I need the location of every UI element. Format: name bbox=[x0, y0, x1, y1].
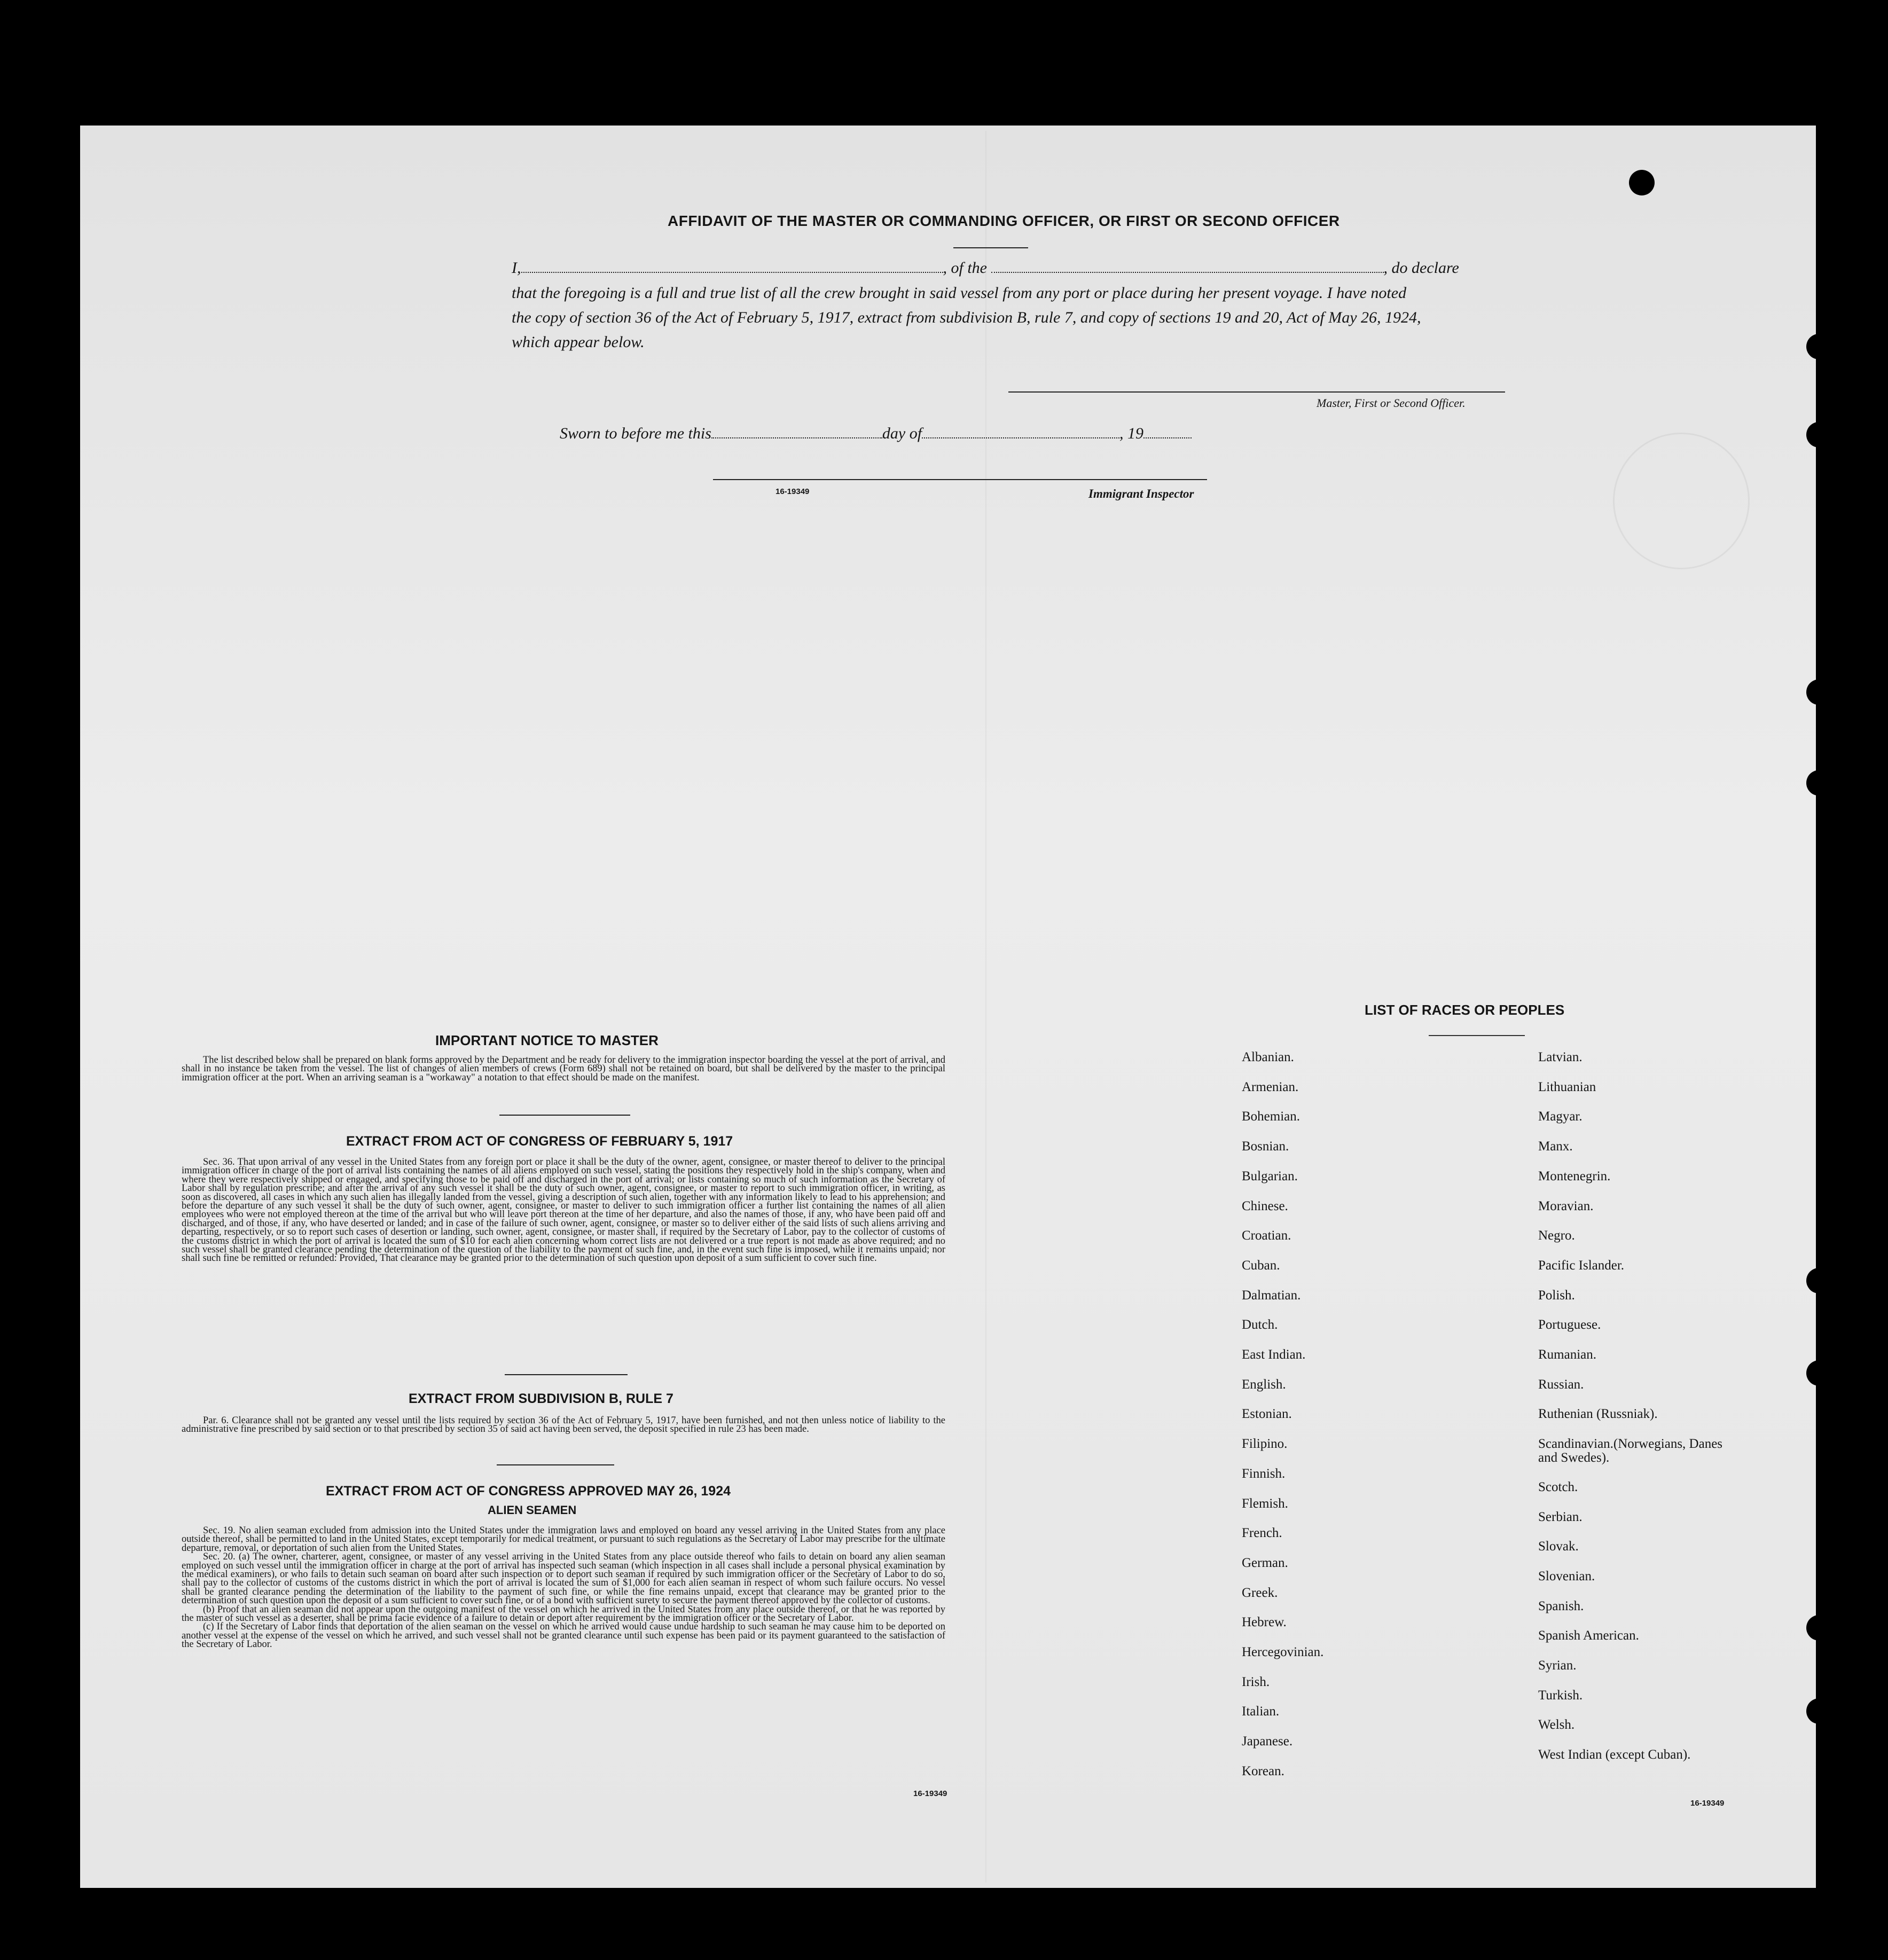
race-item: Dalmatian. bbox=[1242, 1288, 1301, 1303]
declaration-text-line: the copy of section 36 of the Act of February 5, 1917, extract from subdivision B, rule 7, and copy of sections 19 and 20, Act of May 26, 1924, bbox=[512, 309, 1421, 326]
sworn-line bbox=[560, 425, 1553, 443]
extract-1924-paragraph: (b) Proof that an alien seaman did not appear upon the outgoing manifest of the vessel on which he arrived in the United States from any place outside thereof, or that he was reported by the master of such vessel as a deserter, shall be prima facie evidence of a failure to detain or deport after requirement by the immigration officer or the Secretary of Labor. bbox=[182, 1604, 945, 1624]
race-item: Slovenian. bbox=[1538, 1569, 1595, 1583]
race-item: Pacific Islander. bbox=[1538, 1258, 1625, 1273]
race-item: Ruthenian (Russniak). bbox=[1538, 1407, 1658, 1422]
sworn-prefix: Sworn to before me this bbox=[560, 425, 711, 442]
vessel-field[interactable] bbox=[991, 260, 1384, 273]
extract-1924-text bbox=[182, 1526, 945, 1649]
declaration-of: , of the bbox=[943, 259, 987, 277]
punch-hole-icon bbox=[1806, 1268, 1832, 1293]
extract-1917-title: EXTRACT FROM ACT OF CONGRESS OF FEBRUARY 5, 1917 bbox=[346, 1134, 733, 1149]
form-number: 16-19349 bbox=[1690, 1799, 1725, 1808]
declaration-declare: , do declare bbox=[1383, 259, 1459, 277]
declaration-line bbox=[512, 259, 1505, 277]
races-rule bbox=[1429, 1035, 1525, 1036]
race-item: Armenian. bbox=[1242, 1079, 1299, 1094]
race-item: Rumanian. bbox=[1538, 1347, 1597, 1362]
race-item: Moravian. bbox=[1538, 1198, 1594, 1213]
race-item: Hercegovinian. bbox=[1242, 1645, 1324, 1659]
race-item: Turkish. bbox=[1538, 1688, 1583, 1703]
race-item: Negro. bbox=[1538, 1228, 1575, 1243]
race-item: Italian. bbox=[1242, 1704, 1280, 1719]
sworn-day-field[interactable] bbox=[711, 426, 882, 438]
alien-seamen-subtitle: ALIEN SEAMEN bbox=[488, 1503, 577, 1517]
punch-hole-icon bbox=[1629, 170, 1655, 195]
sworn-month-field[interactable] bbox=[922, 426, 1119, 438]
section-rule bbox=[497, 1464, 614, 1465]
section-rule bbox=[505, 1374, 628, 1375]
race-item: Latvian. bbox=[1538, 1050, 1583, 1064]
punch-hole-icon bbox=[1806, 1698, 1832, 1724]
sworn-year-field[interactable] bbox=[1143, 426, 1192, 438]
race-item: Flemish. bbox=[1242, 1496, 1288, 1511]
race-item: Dutch. bbox=[1242, 1318, 1278, 1332]
race-item: German. bbox=[1242, 1555, 1288, 1570]
race-item: Finnish. bbox=[1242, 1466, 1286, 1481]
race-item: Magyar. bbox=[1538, 1109, 1583, 1124]
extract-rule7-text bbox=[182, 1416, 945, 1434]
race-item: Bulgarian. bbox=[1242, 1169, 1298, 1183]
race-item: Albanian. bbox=[1242, 1050, 1294, 1064]
affidavit-title: AFFIDAVIT OF THE MASTER OR COMMANDING OFFICER, OR FIRST OR SECOND OFFICER bbox=[668, 213, 1340, 229]
race-item: Estonian. bbox=[1242, 1407, 1292, 1422]
signature-label: Master, First or Second Officer. bbox=[1317, 396, 1466, 410]
punch-hole-icon bbox=[1806, 1615, 1832, 1641]
extract-1924-paragraph: (c) If the Secretary of Labor finds that deportation of the alien seaman on the vessel on which he arrived would cause undue hardship to such seaman he may cause him to be deported on another vessel at the expense of the vessel on which he arrived, and such vessel shall not be granted clearance until such expense has been paid or its payment guaranteed to the satisfaction of the Secretary of Labor. bbox=[182, 1621, 945, 1650]
race-item: Scotch. bbox=[1538, 1479, 1578, 1494]
race-item: Portuguese. bbox=[1538, 1318, 1601, 1332]
affidavit-rule bbox=[953, 247, 1028, 248]
race-item: Polish. bbox=[1538, 1288, 1575, 1303]
sworn-year-label: , 19 bbox=[1119, 425, 1144, 442]
name-field[interactable] bbox=[521, 260, 943, 273]
race-item: Filipino. bbox=[1242, 1437, 1288, 1452]
race-item: Bohemian. bbox=[1242, 1109, 1301, 1124]
extract-1917-text bbox=[182, 1158, 945, 1263]
race-item: French. bbox=[1242, 1526, 1282, 1541]
extract-rule7-title: EXTRACT FROM SUBDIVISION B, RULE 7 bbox=[409, 1391, 673, 1406]
form-number: 16-19349 bbox=[775, 487, 810, 496]
punch-hole-icon bbox=[1806, 679, 1832, 705]
race-item: Montenegrin. bbox=[1538, 1169, 1611, 1183]
section-rule bbox=[499, 1115, 630, 1116]
punch-hole-icon bbox=[1806, 1360, 1832, 1386]
declaration-i: I, bbox=[512, 259, 521, 277]
notice-title: IMPORTANT NOTICE TO MASTER bbox=[435, 1032, 659, 1048]
notice-text bbox=[182, 1056, 945, 1082]
race-item: Chinese. bbox=[1242, 1198, 1288, 1213]
race-item: Bosnian. bbox=[1242, 1139, 1289, 1154]
race-item: Japanese. bbox=[1242, 1734, 1293, 1749]
race-item: Spanish. bbox=[1538, 1598, 1584, 1613]
race-item: East Indian. bbox=[1242, 1347, 1306, 1362]
sworn-day-label: day of bbox=[882, 425, 922, 442]
notice-paragraph: The list described below shall be prepared on blank forms approved by the Department and be ready for delivery to the immigration inspector boarding the vessel at the port of arrival, and shall in no instance be taken from the vessel. The list of changes of alien members of crews (Form 689) shall not be retained on board, but shall be delivered by the master to the principal immigration officer at the port. When an arriving seaman is a "workaway" a notation to that effect should be made on the manifest. bbox=[182, 1055, 945, 1083]
form-number: 16-19349 bbox=[913, 1789, 947, 1798]
race-item: Slovak. bbox=[1538, 1539, 1579, 1554]
fold-crease bbox=[985, 131, 986, 1883]
punch-hole-icon bbox=[1806, 770, 1832, 796]
race-item: Russian. bbox=[1538, 1377, 1584, 1392]
extract-1924-title: EXTRACT FROM ACT OF CONGRESS APPROVED MAY 26, 1924 bbox=[326, 1484, 731, 1499]
races-title: LIST OF RACES OR PEOPLES bbox=[1365, 1002, 1565, 1018]
inspector-signature-line[interactable] bbox=[713, 479, 1207, 480]
race-item: Spanish American. bbox=[1538, 1628, 1639, 1643]
race-item: West Indian (except Cuban). bbox=[1538, 1747, 1691, 1762]
extract-1924-paragraph: Sec. 19. No alien seaman excluded from admission into the United States under the immigration laws and employed on board any vessel arriving in the United States from any place outside thereof, shall be permitted to land in the United States, except temporarily for medical treatment, or pursuant to such regulations as the Secretary of Labor may prescribe for the ultimate departure, removal, or deportation of such alien from the United States. bbox=[182, 1525, 945, 1554]
race-item: Scandinavian.(Norwegians, Danes and Swedes). bbox=[1538, 1437, 1723, 1465]
race-item: Cuban. bbox=[1242, 1258, 1280, 1273]
inspector-label: Immigrant Inspector bbox=[1088, 487, 1194, 500]
race-item: English. bbox=[1242, 1377, 1286, 1392]
extract-1917-paragraph: Sec. 36. That upon arrival of any vessel in the United States from any foreign port or place it shall be the duty of the owner, agent, consignee, or master thereof to deliver to the principal immigration officer in charge of the port of arrival lists containing the names of all aliens employed on such vessel, stating the positions they respectively hold in the ship's company, when and where they were respectively shipped or engaged, and specifying those to be paid off and discharged in the port of arrival; or lists containing so much of such information as the Secretary of Labor shall by regulation prescribe; and after the arrival of any such vessel it shall be the duty of such owner, agent, consignee, or master to report to such immigration officer, in writing, as soon as discovered, all cases in which any such alien has illegally landed from the vessel, giving a description of such alien, together with any information likely to lead to his apprehension; and before the departure of any such vessel it shall be the duty of such owner, agent, consignee, or master to deliver to such immigration officer a further list containing the names of all alien employees who were not employed thereon at the time of the arrival but who will leave port thereon at the time of her departure, and also the names of those, if any, who have been paid off and discharged, and of those, if any, who have deserted or landed; and in case of the failure of such owner, agent, consignee, or master so to deliver either of the said lists of such aliens arriving and departing, respectively, or so to report such cases of desertion or landing, such owner, agent, consignee, or master shall, if required by the Secretary of Labor, pay to the collector of customs of the customs district in which the port of arrival is located the sum of $10 for each alien concerning whom correct lists are not delivered or a true report is not made as above required; and no such vessel shall be granted clearance pending the determination of the question of the liability to the payment of such fine, and, in the event such fine is imposed, while it remains unpaid; nor shall such fine be remitted or refunded: Provided, That clearance may be granted prior to the determination of such question upon deposit of a sum sufficient to cover such fine. bbox=[182, 1157, 945, 1264]
race-item: Welsh. bbox=[1538, 1718, 1575, 1732]
punch-hole-icon bbox=[1806, 422, 1832, 448]
declaration-text-line: which appear below. bbox=[512, 333, 645, 351]
extract-1924-paragraph: Sec. 20. (a) The owner, charterer, agent, consignee, or master of any vessel arriving in the United States from any place outside thereof who fails to detain on board any alien seaman employed on such vessel until the immigration officer in charge at the port of arrival has inspected such seaman (which inspection in all cases shall include a personal physical examination by the medical examiners), or who fails to detain such seaman on board after such inspection or to deport such seaman if required by such immigration officer or the Secretary of Labor to do so, shall pay to the collector of customs of the customs district in which the port of arrival is located the sum of $1,000 for each alien seaman in respect of whom such failure occurs. No vessel shall be granted clearance pending the determination of the liability to the payment of such fine, or while the fine remains unpaid, except that clearance may be granted prior to the determination of such question upon the deposit of a sum sufficient to cover such fine, or of a bond with sufficient surety to secure the payment thereof approved by the collector of customs. bbox=[182, 1551, 945, 1606]
race-item: Irish. bbox=[1242, 1674, 1270, 1689]
embossed-seal bbox=[1613, 433, 1750, 569]
declaration-text-line: that the foregoing is a full and true list of all the crew brought in said vessel from any port or place during her present voyage. I have noted bbox=[512, 284, 1407, 302]
race-item: Manx. bbox=[1538, 1139, 1573, 1154]
race-item: Greek. bbox=[1242, 1585, 1278, 1600]
race-item: Serbian. bbox=[1538, 1509, 1583, 1524]
extract-rule7-paragraph: Par. 6. Clearance shall not be granted any vessel until the lists required by section 36 of the Act of February 5, 1917, have been furnished, and not then unless notice of liability to the administrative fine prescribed by said section or to that prescribed by section 35 of said act having been served, the deposit specified in rule 23 has been made. bbox=[182, 1415, 945, 1435]
signature-line[interactable] bbox=[1008, 391, 1505, 393]
punch-hole-icon bbox=[1806, 334, 1832, 359]
race-item: Korean. bbox=[1242, 1763, 1284, 1778]
race-item: Hebrew. bbox=[1242, 1615, 1287, 1630]
race-item: Syrian. bbox=[1538, 1658, 1577, 1673]
race-item: Lithuanian bbox=[1538, 1079, 1596, 1094]
race-item: Croatian. bbox=[1242, 1228, 1291, 1243]
